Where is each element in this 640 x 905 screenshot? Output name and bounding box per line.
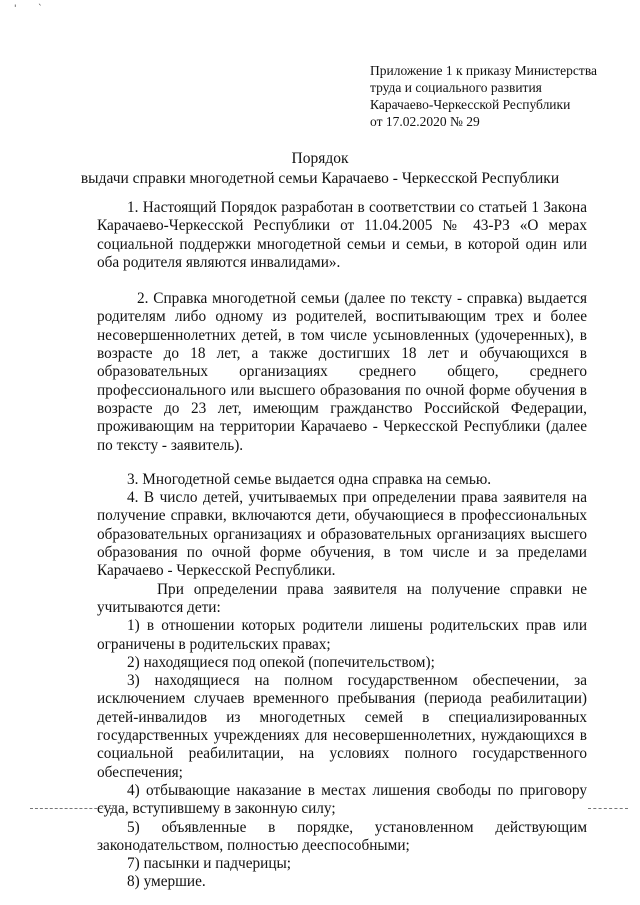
scan-mark: ' (14, 4, 17, 14)
list-item-3: 3) находящиеся на полном государственном обеспечении, за исключением случаев временного пребывания (периода реабилитации) детей-инвалидов из многодетных семей в специализированных государственных учреждениях для несовершеннолетних, нуждающихся в социальной реабилитации, на условиях полного государственного обеспечения; (97, 672, 587, 781)
appendix-line: Карачаево-Черкесской Республики (370, 97, 571, 112)
appendix-line: труда и социального развития (370, 80, 542, 95)
list-item-4: 4) отбывающие наказание в местах лишения свободы по приговору суда, вступившему в законную силу; (97, 781, 587, 818)
title-line: Порядок (291, 150, 349, 167)
list-item-1: 1) в отношении которых родители лишены родительских прав или ограничены в родительских правах; (97, 617, 587, 653)
appendix-line: от 17.02.2020 № 29 (370, 114, 480, 129)
list-item-2: 2) находящиеся под опекой (попечительством); (127, 653, 435, 671)
document-body (97, 199, 587, 892)
title-line: выдачи справки многодетной семьи Карачаево - Черкесской Республики (80, 170, 560, 187)
document-title (60, 149, 580, 189)
list-item-8: 8) умершие. (127, 873, 206, 891)
paragraph-4: 4. В число детей, учитываемых при определении права заявителя на получение справки, включаются дети, обучающиеся в профессиональных образовательных организациях и образовательных организациях высшего образования по очной форме обучения, в том числе и за пределами Карачаево - Черкесской Республики. (97, 489, 587, 580)
list-item-5: 5) объявленные в порядке, установленном действующим законодательством, полностью дееспособными; (97, 818, 587, 854)
scan-mark: ` (38, 4, 43, 14)
paragraph-exclusions-intro: При определении права заявителя на получение справки не учитываются дети: (97, 580, 587, 616)
paragraph-1: 1. Настоящий Порядок разработан в соответствии со статьей 1 Закона Карачаево-Черкесской Республики от 11.04.2005 № 43-РЗ «О мерах социальной поддержки многодетной семьи и семьи, в которой один или оба родителя являются инвалидами». (97, 199, 587, 271)
scan-artifact-line (30, 808, 122, 809)
appendix-header (370, 62, 610, 130)
list-item-7: 7) пасынки и падчерицы; (127, 855, 292, 873)
paragraph-3: 3. Многодетной семье выдается одна справка на семью. (127, 470, 492, 488)
scan-artifact-line (588, 808, 628, 809)
appendix-line: Приложение 1 к приказу Министерства (370, 63, 598, 78)
paragraph-2: 2. Справка многодетной семьи (далее по тексту - справка) выдается родителям либо одному из родителей, воспитывающим трех и более несовершеннолетних детей, в том числе усыновленных (удочеренных), в возрасте до 18 лет, а также достигших 18 лет и обучающихся в образовательных организациях среднего общего, среднего профессионального или высшего образования по очной форме обучения в возрасте до 23 лет, имеющим гражданство Российской Федерации, проживающим на территории Карачаево - Черкесской Республики (далее по тексту - заявитель). (97, 290, 587, 454)
